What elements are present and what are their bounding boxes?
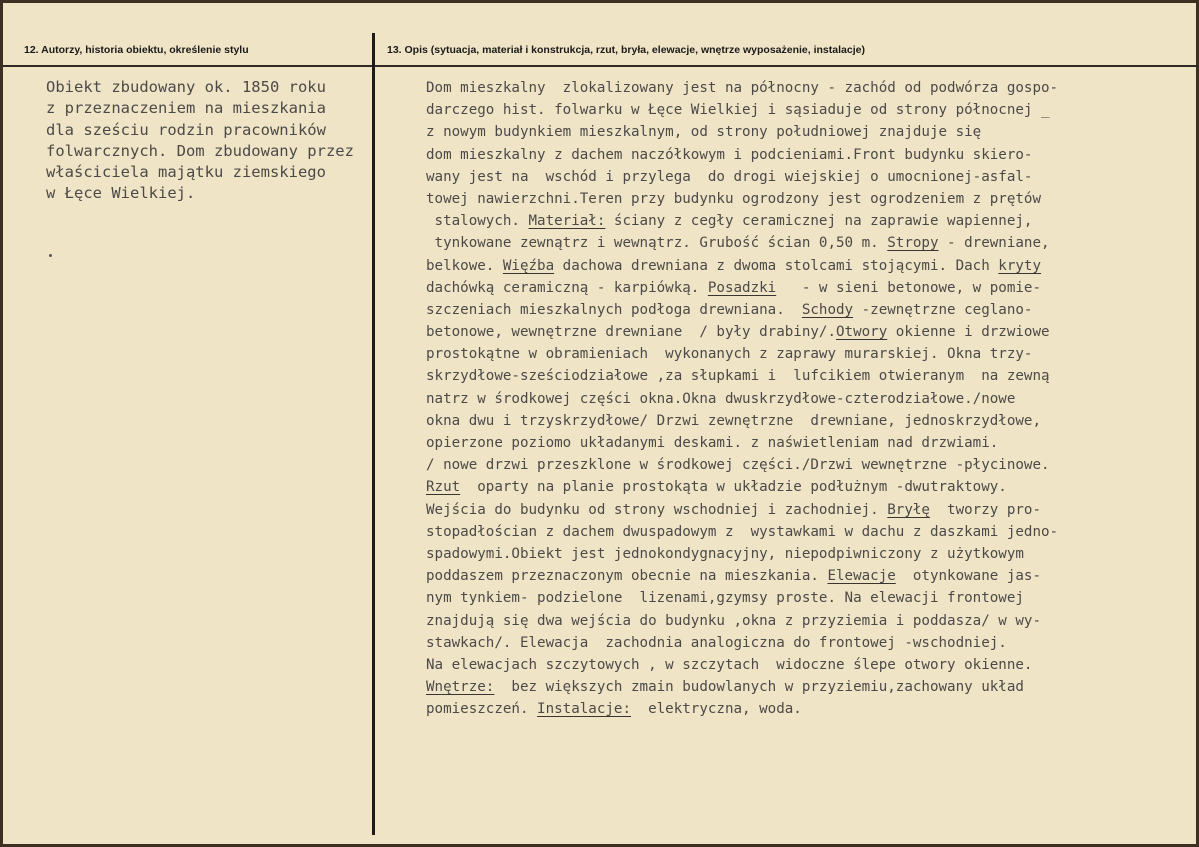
section-12-header: 12. Autorzy, historia obiektu, określenie stylu <box>24 44 249 56</box>
description-text-run: wany jest na wschód i przylega do drogi wiejskiej o umocnionej-asfal- <box>426 168 1033 185</box>
description-text-run: poddaszem przeznaczonym obecnie na mieszkania. <box>426 568 828 585</box>
description-line <box>426 121 1186 143</box>
ink-dot-mark <box>49 254 52 257</box>
description-text-run: otynkowane jas- <box>895 568 1042 585</box>
description-line <box>426 232 1186 254</box>
description-text-run: pomieszczeń. <box>426 701 538 718</box>
description-text-run: / nowe drzwi przeszklone w środkowej części./Drzwi wewnętrzne -płycinowe. <box>426 457 1050 474</box>
description-text-run: elektryczna, woda. <box>631 701 802 718</box>
section-13-header: 13. Opis (sytuacja, materiał i konstrukcja, rzut, bryła, elewacje, wnętrze wyposażenie, instalacje) <box>387 44 865 56</box>
description-text-run: opierzone poziomo układanymi deskami. z naświetleniam nad drzwiami. <box>426 435 999 451</box>
description-text-run: -zewnętrzne ceglano- <box>853 301 1033 318</box>
underlined-keyword: Otwory <box>836 324 888 341</box>
header-divider <box>3 65 1199 67</box>
description-text-run: betonowe, wewnętrzne drewniane / były drabiny/. <box>426 324 836 341</box>
description-text-run: stopadłościan z dachem dwuspadowym z wystawkami w dachu z daszkami jedno- <box>426 523 1059 540</box>
description-text-run: spadowymi.Obiekt jest jednokondygnacyjny, niepodpiwniczony z użytkowym <box>426 545 1024 562</box>
description-line <box>426 698 1186 720</box>
history-line: dla sześciu rodzin pracowników <box>46 120 326 139</box>
description-text-run: dachowa drewniana z dwoma stolcami stojącymi. Dach <box>554 257 999 274</box>
description-text-run: bez większych zmain budowlanych w przyziemiu,zachowany układ <box>494 679 1024 696</box>
description-line <box>426 610 1186 632</box>
underlined-keyword: Materiał: <box>528 213 606 230</box>
description-line <box>426 543 1186 565</box>
description-text-run: z nowym budynkiem mieszkalnym, od strony południowej znajduje się <box>426 124 982 141</box>
description-line <box>426 321 1186 343</box>
underlined-keyword: Posadzki <box>707 279 777 296</box>
description-text-run: Wejścia do budynku od strony wschodniej i zachodniej. <box>426 501 888 518</box>
description-text-run: znajdują się dwa wejścia do budynku ,okna z przyziemia i poddasza/ w wy- <box>426 612 1041 629</box>
description-line <box>426 77 1186 99</box>
underlined-keyword: kryty <box>998 257 1042 274</box>
history-line: z przeznaczeniem na mieszkania <box>46 99 326 118</box>
section-13-description-text <box>426 77 1186 720</box>
description-line <box>426 654 1186 676</box>
underlined-keyword: Więźba <box>502 257 555 274</box>
description-line <box>426 410 1186 432</box>
description-line <box>426 277 1186 299</box>
description-text-run: towej nawierzchni.Teren przy budynku ogrodzony jest ogrodzeniem z prętów <box>426 190 1041 207</box>
description-text-run: belkowe. <box>426 257 503 274</box>
underlined-keyword: Rzut <box>426 479 461 496</box>
description-line <box>426 432 1186 454</box>
description-line <box>426 365 1186 387</box>
description-text-run: stalowych. <box>426 213 529 230</box>
description-line <box>426 521 1186 543</box>
description-line <box>426 188 1186 210</box>
description-line <box>426 565 1186 587</box>
description-line <box>426 476 1186 498</box>
underlined-keyword: Schody <box>801 301 854 318</box>
description-text-run: Na elewacjach szczytowych , w szczytach widoczne ślepe otwory okienne. <box>426 656 1033 673</box>
description-line <box>426 343 1186 365</box>
history-line: właściciela majątku ziemskiego <box>46 163 326 182</box>
description-line <box>426 632 1186 654</box>
description-text-run: tworzy pro- <box>929 501 1042 518</box>
description-text-run: oparty na planie prostokąta w układzie podłużnym -dwutraktowy. <box>460 479 1007 496</box>
description-text-run: - drewniane, <box>938 235 1050 252</box>
description-text-run: Dom mieszkalny zlokalizowany jest na północny - zachód od podwórza gospo- <box>426 80 1059 96</box>
description-text-run: stawkach/. Elewacja zachodnia analogiczna do frontowej -wschodniej. <box>426 634 1007 651</box>
description-line <box>426 144 1186 166</box>
underlined-keyword: Wnętrze: <box>426 679 495 696</box>
history-line: folwarcznych. Dom zbudowany przez <box>46 141 354 160</box>
underlined-keyword: Instalacje: <box>537 701 632 718</box>
description-text-run: szczeniach mieszkalnych podłoga drewniana. <box>426 301 802 318</box>
description-text-run: okna dwu i trzyskrzydłowe/ Drzwi zewnętrzne drewniane, jednoskrzydłowe, <box>426 412 1041 429</box>
description-line <box>426 166 1186 188</box>
description-text-run: natrz w środkowej części okna.Okna dwuskrzydłowe-czterodziałowe./nowe <box>426 390 1016 407</box>
description-text-run: prostokątne w obramieniach wykonanych z zaprawy murarskiej. Okna trzy- <box>426 346 1033 363</box>
underlined-keyword: Elewacje <box>827 568 896 585</box>
description-line <box>426 255 1186 277</box>
history-line: Obiekt zbudowany ok. 1850 roku <box>46 78 326 96</box>
underlined-keyword: Stropy <box>887 235 939 252</box>
description-text-run: ściany z cegły ceramicznej na zaprawie wapiennej, <box>605 213 1033 230</box>
description-line <box>426 676 1186 698</box>
description-text-run: darczego hist. folwarku w Łęce Wielkiej i sąsiaduje od strony północnej _ <box>426 102 1050 119</box>
description-line <box>426 499 1186 521</box>
description-text-run: dachówką ceramiczną - karpiówką. <box>426 279 708 296</box>
description-line <box>426 99 1186 121</box>
history-line: w Łęce Wielkiej. <box>46 184 196 203</box>
description-line <box>426 587 1186 609</box>
description-text-run: okienne i drzwiowe <box>887 324 1050 341</box>
description-text-run: skrzydłowe-sześciodziałowe ,za słupkami i lufcikiem otwieranym na zewną <box>426 368 1050 385</box>
description-text-run: tynkowane zewnątrz i wewnątrz. Grubość ścian 0,50 m. <box>426 235 888 252</box>
description-text-run: nym tynkiem- podzielone lizenami,gzymsy proste. Na elewacji frontowej <box>426 590 1024 607</box>
section-12-history-text <box>46 77 376 205</box>
description-text-run: - w sieni betonowe, w pomie- <box>776 279 1042 296</box>
description-line <box>426 210 1186 232</box>
description-text-run: dom mieszkalny z dachem naczółkowym i podcieniami.Front budynku skiero- <box>426 146 1033 163</box>
underlined-keyword: Bryłę <box>887 501 930 518</box>
description-line <box>426 454 1186 476</box>
description-line <box>426 388 1186 410</box>
description-line <box>426 299 1186 321</box>
